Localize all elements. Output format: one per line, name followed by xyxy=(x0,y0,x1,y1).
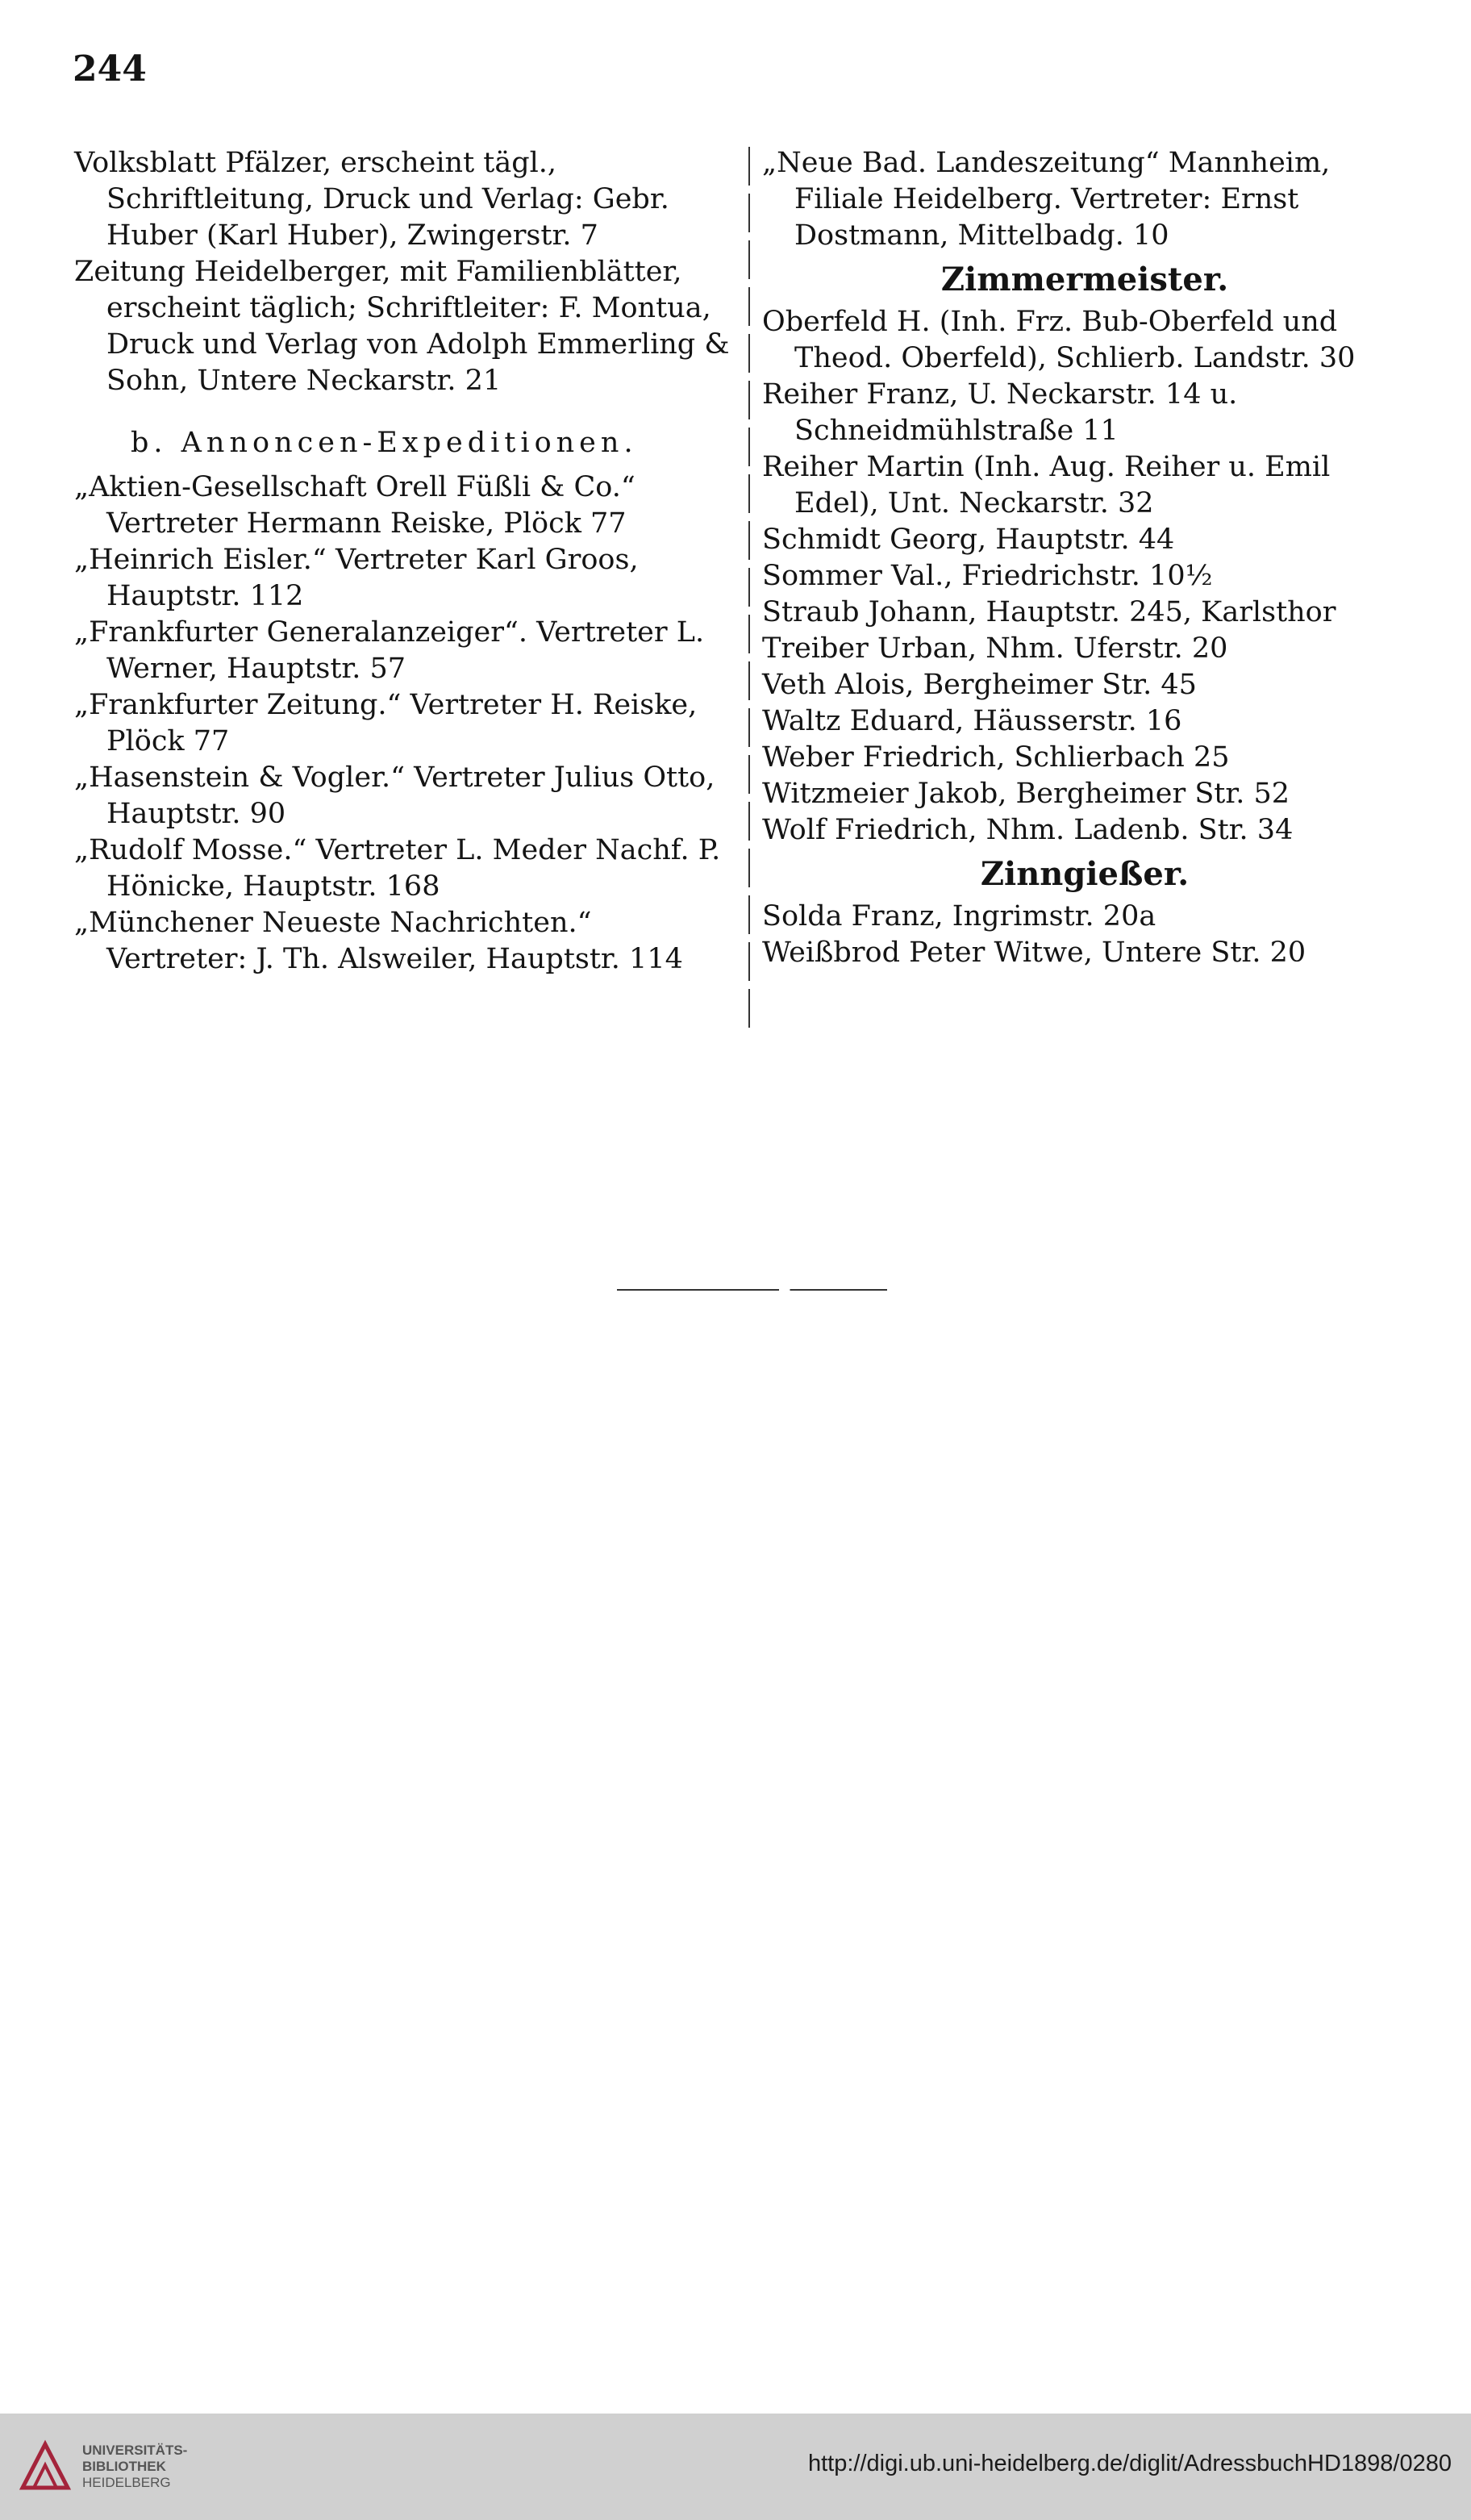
list-item: „Frankfurter Zeitung.“ Vertreter H. Reiske, Plöck 77 xyxy=(74,689,698,757)
list-item: Volksblatt Pfälzer, erscheint tägl., Schriftleitung, Druck und Verlag: Gebr. Huber (Karl Huber), Zwingerstr. 7 xyxy=(74,147,669,252)
list-item: Oberfeld H. (Inh. Frz. Bub-Oberfeld und Theod. Oberfeld), Schlierb. Landstr. 30 xyxy=(762,306,1356,374)
library-name xyxy=(82,2443,187,2491)
library-name-line: HEIDELBERG xyxy=(82,2475,171,2490)
list-item: „Rudolf Mosse.“ Vertreter L. Meder Nachf. P. Hönicke, Hauptstr. 168 xyxy=(74,834,721,903)
source-url-link[interactable]: http://digi.ub.uni-heidelberg.de/diglit/AdressbuchHD1898/0280 xyxy=(807,2451,1452,2476)
library-name-line: UNIVERSITÄTS- xyxy=(82,2443,188,2458)
library-logo-icon xyxy=(18,2438,73,2493)
list-item: „Münchener Neueste Nachrichten.“ Vertreter: J. Th. Alsweiler, Hauptstr. 114 xyxy=(74,907,683,975)
list-item: Solda Franz, Ingrimstr. 20a xyxy=(762,900,1156,932)
list-item: Treiber Urban, Nhm. Uferstr. 20 xyxy=(762,632,1228,665)
subheading-annoncen: b. Annoncen-Expeditionen. xyxy=(131,427,638,459)
library-name-line: BIBLIOTHEK xyxy=(82,2459,166,2474)
list-item: Veth Alois, Bergheimer Str. 45 xyxy=(762,669,1197,701)
list-item: Straub Johann, Hauptstr. 245, Karlsthor xyxy=(762,596,1336,628)
right-column xyxy=(762,145,1407,971)
list-item: „Aktien-Gesellschaft Orell Füßli & Co.“ Vertreter Hermann Reiske, Plöck 77 xyxy=(74,471,635,540)
list-item: Witzmeier Jakob, Bergheimer Str. 52 xyxy=(762,778,1290,810)
list-item: „Frankfurter Generalanzeiger“. Vertreter L. Werner, Hauptstr. 57 xyxy=(74,616,705,685)
list-item: Schmidt Georg, Hauptstr. 44 xyxy=(762,524,1175,556)
page-number: 244 xyxy=(73,48,147,90)
list-item: Reiher Franz, U. Neckarstr. 14 u. Schneidmühlstraße 11 xyxy=(762,378,1238,447)
list-item: Reiher Martin (Inh. Aug. Reiher u. Emil Edel), Unt. Neckarstr. 32 xyxy=(762,451,1331,519)
footer-bar xyxy=(0,2414,1471,2520)
list-item: „Neue Bad. Landeszeitung“ Mannheim, Filiale Heidelberg. Vertreter: Ernst Dostmann, Mittelbadg. 10 xyxy=(762,147,1331,252)
list-item: Wolf Friedrich, Nhm. Ladenb. Str. 34 xyxy=(762,814,1294,846)
column-divider xyxy=(748,147,750,1034)
list-item: „Hasenstein & Vogler.“ Vertreter Julius Otto, Hauptstr. 90 xyxy=(74,761,715,830)
section-heading-zimmermeister: Zimmermeister. xyxy=(940,261,1229,298)
list-item: Weber Friedrich, Schlierbach 25 xyxy=(762,741,1230,774)
section-heading-zinngiesser: Zinngießer. xyxy=(980,855,1190,893)
list-item: Sommer Val., Friedrichstr. 10½ xyxy=(762,560,1213,592)
end-divider xyxy=(617,1289,887,1291)
list-item: Weißbrod Peter Witwe, Untere Str. 20 xyxy=(762,937,1306,969)
list-item: Waltz Eduard, Häusserstr. 16 xyxy=(762,705,1182,737)
list-item: Zeitung Heidelberger, mit Familienblätter, erscheint täglich; Schriftleiter: F. Montua, Druck und Verlag von Adolph Emmerling & Sohn, Untere Neckarstr. 21 xyxy=(74,256,730,397)
list-item: „Heinrich Eisler.“ Vertreter Karl Groos, Hauptstr. 112 xyxy=(74,544,639,612)
left-column xyxy=(74,145,736,978)
